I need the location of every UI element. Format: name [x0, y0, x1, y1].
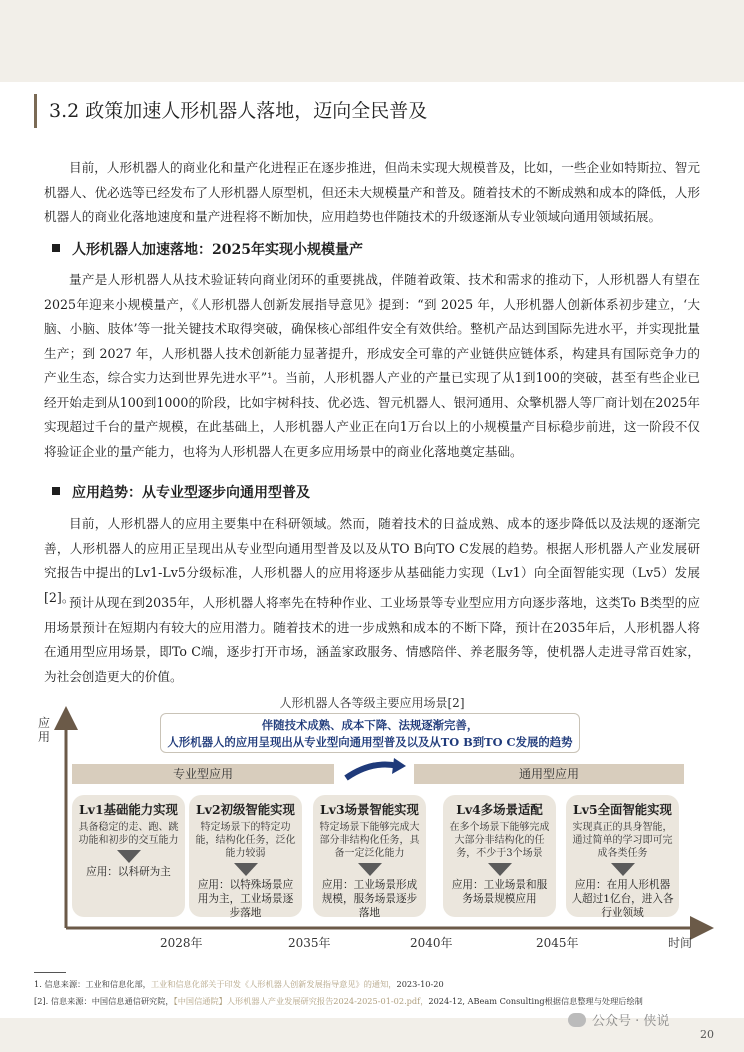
footnote-2: [34, 996, 643, 1007]
down-triangle-icon: [611, 863, 635, 876]
header-band: [0, 0, 744, 82]
x-axis-label: 时间: [668, 936, 693, 950]
year-label-2040: 2040年: [410, 936, 453, 950]
level-card-lv5: [566, 795, 679, 917]
footnote-1: [34, 979, 444, 990]
y-axis-label: 应用: [38, 716, 51, 744]
down-triangle-icon: [117, 850, 141, 863]
level-description: 具备稳定的走、跑、跳功能和初步的交互能力: [78, 822, 179, 846]
callout-line-2: 人形机器人的应用呈现出从专业型向通用型普及以及从TO B到TO C发展的趋势: [167, 735, 573, 749]
footnote-date: 2023-10-20: [396, 979, 444, 989]
watermark: [568, 1010, 669, 1029]
figure-title: 人形机器人各等级主要应用场景[2]: [279, 696, 465, 710]
level-title: Lv3场景智能实现: [320, 802, 419, 817]
level-application: 应用：以特殊场景应用为主，工业场景逐步落地: [197, 879, 294, 919]
level-card-lv4: [443, 795, 556, 917]
watermark-text: 公众号 · 侠说: [592, 1014, 670, 1029]
callout-line-1: 伴随技术成熟、成本下降、法规逐渐完善，: [261, 718, 479, 732]
footnote-note: 2024-12, ABeam Consulting根据信息整理与处理后绘制: [428, 996, 643, 1006]
level-title: Lv5全面智能实现: [573, 802, 672, 817]
forecast-paragraph: 预计从现在到2035年，人形机器人将率先在特种作业、工业场景等专业型应用方向逐步落地，这类To B类型的应用场景预计在短期内有较大的应用潜力。随着技术的进一步成熟和成本的不断下降，预计在2035年后，人形机器人将在通用型应用场景，即To C端，逐步打开市场，涵盖家政服务、情感陪伴、养老服务等，使机器人走进寻常百姓家，为社会创造更大的价值。: [44, 595, 700, 684]
square-bullet-icon: [52, 244, 60, 252]
level-description: 在多个场景下能够完成大部分非结构化的任务，不少于3个场景: [449, 822, 550, 859]
down-triangle-icon: [488, 863, 512, 876]
subheading-text: 应用趋势：从专业型逐步向通用型普及: [72, 485, 310, 501]
subheading-text: 人形机器人加速落地：2025年实现小规模量产: [72, 242, 363, 258]
arrow-head-icon: [392, 758, 406, 774]
level-application: 应用：工业场景和服务场景规模应用: [451, 879, 548, 905]
section-title: 3.2 政策加速人形机器人落地，迈向全民普及: [34, 94, 427, 128]
level-description: 特定场景下的特定功能，结构化任务，泛化能力较弱: [195, 822, 296, 859]
down-triangle-icon: [358, 863, 382, 876]
level-description: 实现真正的具身智能，通过简单的学习即可完成各类任务: [572, 822, 673, 859]
footnote-source: 1. 信息来源：工业和信息化部，: [34, 979, 151, 989]
mass-production-paragraph: 量产是人形机器人从技术验证转向商业闭环的重要挑战，伴随着政策、技术和需求的推动下，人形机器人有望在2025年迎来小规模量产，《人形机器人创新发展指导意见》提到：“到 2025 年，人形机器人创新体系初步建立，‘大脑、小脑、肢体’等一批关键技术取得突破，确保核心部组件安全有效供给。整机产品达到国际先进水平，并实现批量生产；到 2027 年，人形机器人技术创新能力显著提升，形成安全可靠的产业链供应链体系，构建具有国际竞争力的产业生态，综合实力达到世界先进水平”¹。当前，人形机器人产业的产量已实现了从1到100的突破，甚至有些企业已经开始走到从100到1000的阶段，比如宇树科技、优必选、智元机器人、银河通用、众擎机器人等厂商计划在2025年实现超过千台的量产规模，在此基础上，人形机器人产业正在向1万台以上的小规模量产目标稳步前进，这一阶段不仅将验证企业的量产能力，也将为人形机器人在更多应用场景中的商业化落地奠定基础。: [44, 272, 700, 459]
wechat-icon: [568, 1013, 586, 1027]
year-label-2045: 2045年: [536, 936, 579, 950]
page-number: 20: [700, 1028, 714, 1041]
level-title: Lv4多场景适配: [456, 802, 543, 817]
phase-general: 通用型应用: [414, 764, 684, 784]
level-description: 特定场景下能够完成大部分非结构化任务，具备一定泛化能力: [319, 822, 420, 859]
level-card-lv2: [189, 795, 302, 917]
footnote-link[interactable]: 工业和信息化部关于印发《人形机器人创新发展指导意见》的通知，: [150, 979, 397, 989]
down-triangle-icon: [234, 863, 258, 876]
level-card-lv1: [72, 795, 185, 917]
trend-callout: [160, 713, 580, 753]
year-label-2028: 2028年: [160, 936, 203, 950]
year-label-2035: 2035年: [288, 936, 331, 950]
level-title: Lv2初级智能实现: [196, 802, 295, 817]
level-application: 应用：在用人形机器人超过1亿台，进入各行业领域: [571, 879, 674, 919]
level-title: Lv1基础能力实现: [79, 802, 178, 817]
footnote-source: [2]. 信息来源：中国信息通信研究院，: [34, 996, 174, 1006]
subheading-mass-production: [52, 240, 363, 260]
level-card-lv3: [313, 795, 426, 917]
application-paragraph: 目前，人形机器人的应用主要集中在科研领域。然而，随着技术的日益成熟、成本的逐步降低以及法规的逐渐完善，人形机器人的应用正呈现出从专业型向通用型普及以及从TO B向TO C发展的趋势。根据人形机器人产业发展研究报告中提出的Lv1-Lv5分级标准，人形机器人的应用将逐步从基础能力实现（Lv1）向全面智能实现（Lv5）发展[2]。: [44, 516, 700, 605]
level-application: 应用：工业场景形成规模，服务场景逐步落地: [321, 879, 418, 919]
level-application: 应用：以科研为主: [86, 866, 171, 878]
footnote-link[interactable]: 【中国信通院】人形机器人产业发展研究报告2024-2025-01-02.pdf，: [173, 996, 429, 1006]
footnote-divider: [34, 972, 66, 973]
square-bullet-icon: [52, 487, 60, 495]
intro-paragraph: 目前，人形机器人的商业化和量产化进程正在逐步推进，但尚未实现大规模普及，比如，一些企业如特斯拉、智元机器人、优必选等已经发布了人形机器人原型机，但还未大规模量产和普及。随着技术的不断成熟和成本的降低，人形机器人的商业化落地速度和量产进程将不断加快，应用趋势也伴随技术的升级逐渐从专业领域向通用领域拓展。: [44, 160, 700, 224]
phase-professional: 专业型应用: [72, 764, 334, 784]
progress-arrow-icon: [346, 765, 398, 779]
subheading-application-trend: [52, 483, 310, 503]
